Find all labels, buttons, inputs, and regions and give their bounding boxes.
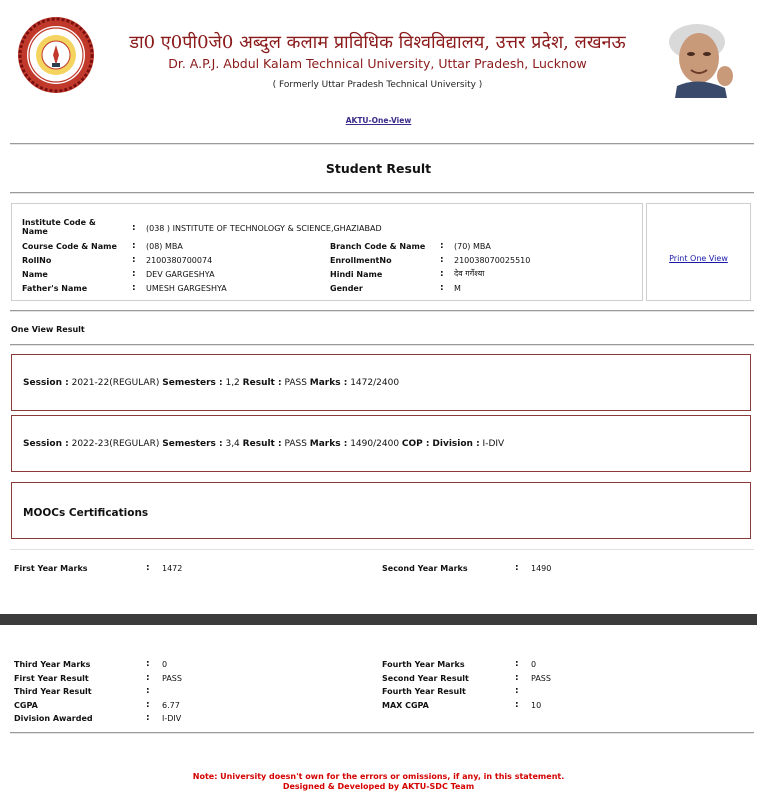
name-value: DEV GARGESHYA (146, 270, 215, 279)
separator: : (146, 563, 150, 573)
portrait-image (655, 10, 743, 98)
print-one-view-link[interactable]: Print One View (669, 254, 728, 263)
divider (10, 143, 754, 144)
marks-label: Marks : (309, 439, 348, 449)
separator: : (132, 241, 136, 251)
separator: : (146, 686, 150, 696)
session-summary (23, 439, 504, 449)
semesters-label: Semesters : (162, 439, 223, 449)
first-year-result-value: PASS (162, 674, 182, 683)
separator: : (132, 283, 136, 293)
session-card (11, 354, 751, 411)
university-subtitle: ( Formerly Uttar Pradesh Technical University ) (272, 80, 483, 90)
university-title-hindi: डा0 ए0पी0जे0 अब्दुल कलाम प्राविधिक विश्वविद्यालय, उत्तर प्रदेश, लखनऊ (129, 32, 626, 53)
enrollment-label: EnrollmentNo (330, 256, 392, 265)
father-name-label: Father's Name (22, 284, 88, 293)
rollno-label: RollNo (22, 256, 52, 265)
session-label: Session : (23, 439, 69, 449)
result-value: PASS (284, 439, 307, 449)
branch-value: (70) MBA (454, 242, 491, 251)
separator: : (132, 255, 136, 265)
divider (10, 310, 754, 311)
gender-label: Gender (330, 284, 363, 293)
gender-value: M (454, 284, 461, 293)
semesters-label: Semesters : (162, 378, 223, 388)
separator: : (440, 255, 444, 265)
division-awarded-label: Division Awarded (14, 714, 93, 723)
first-year-result-label: First Year Result (14, 674, 89, 683)
max-cgpa-value: 10 (531, 701, 542, 710)
student-info-panel (11, 203, 643, 301)
university-seal-icon (16, 15, 96, 95)
second-year-marks-value: 1490 (531, 564, 552, 573)
fourth-year-marks-value: 0 (531, 660, 537, 669)
second-year-result-label: Second Year Result (382, 674, 469, 683)
moocs-card (11, 482, 751, 539)
division-value: I-DIV (482, 439, 505, 449)
result-value: PASS (284, 378, 307, 388)
one-view-result-label: One View Result (11, 325, 85, 334)
university-title-english: Dr. A.P.J. Abdul Kalam Technical University, Uttar Pradesh, Lucknow (168, 56, 587, 71)
divider (10, 192, 754, 193)
separator: : (440, 283, 444, 293)
cop-label: COP : (401, 439, 430, 449)
institute-label: Institute Code & Name (22, 218, 96, 236)
separator: : (515, 700, 519, 710)
second-year-marks-label: Second Year Marks (382, 564, 468, 573)
division-label: Division : (432, 439, 480, 449)
session-value: 2022-23(REGULAR) (71, 439, 160, 449)
separator: : (515, 563, 519, 573)
separator: : (146, 700, 150, 710)
marks-value: 1490/2400 (350, 439, 400, 449)
division-awarded-value: I-DIV (162, 714, 182, 723)
rollno-value: 2100380700074 (146, 256, 213, 265)
first-year-marks-value: 1472 (162, 564, 183, 573)
session-summary (23, 378, 399, 388)
first-year-marks-label: First Year Marks (14, 564, 88, 573)
result-label: Result : (242, 378, 282, 388)
session-label: Session : (23, 378, 69, 388)
separator: : (515, 659, 519, 669)
moocs-title: MOOCs Certifications (23, 507, 149, 519)
result-label: Result : (242, 439, 282, 449)
max-cgpa-label: MAX CGPA (382, 701, 429, 710)
divider (10, 344, 754, 345)
disclaimer-note: Note: University doesn't own for the errors or omissions, if any, in this statement. (192, 772, 565, 781)
branch-label: Branch Code & Name (330, 242, 426, 251)
third-year-marks-label: Third Year Marks (14, 660, 91, 669)
semesters-value: 3,4 (225, 439, 240, 449)
enrollment-value: 210038070025510 (454, 256, 531, 265)
course-label: Course Code & Name (22, 242, 117, 251)
father-name-value: UMESH GARGESHYA (146, 284, 227, 293)
separator: : (515, 686, 519, 696)
marks-value: 1472/2400 (350, 378, 400, 388)
fourth-year-marks-label: Fourth Year Marks (382, 660, 465, 669)
divider (10, 732, 754, 733)
page-header (0, 0, 757, 105)
separator: : (146, 713, 150, 723)
cgpa-value: 6.77 (162, 701, 180, 710)
course-value: (08) MBA (146, 242, 183, 251)
divider (10, 549, 754, 550)
separator: : (132, 269, 136, 279)
hindi-name-label: Hindi Name (330, 270, 383, 279)
semesters-value: 1,2 (225, 378, 240, 388)
institute-value: (038 ) INSTITUTE OF TECHNOLOGY & SCIENCE,GHAZIABAD (146, 224, 382, 233)
separator: : (440, 269, 444, 279)
separator: : (146, 673, 150, 683)
third-year-result-label: Third Year Result (14, 687, 92, 696)
hindi-name-value: देव गर्गेश्या (454, 269, 485, 278)
third-year-marks-value: 0 (162, 660, 168, 669)
separator: : (440, 241, 444, 251)
separator: : (146, 659, 150, 669)
session-value: 2021-22(REGULAR) (71, 378, 160, 388)
session-card (11, 415, 751, 472)
print-panel (646, 203, 751, 301)
fourth-year-result-label: Fourth Year Result (382, 687, 466, 696)
separator: : (515, 673, 519, 683)
name-label: Name (22, 270, 48, 279)
second-year-result-value: PASS (531, 674, 551, 683)
cgpa-label: CGPA (14, 701, 38, 710)
section-separator-bar (0, 614, 757, 625)
page-title: Student Result (325, 161, 432, 176)
developer-credit: Designed & Developed by AKTU-SDC Team (282, 782, 475, 791)
aktu-one-view-link[interactable]: AKTU-One-View (345, 116, 412, 125)
separator: : (132, 223, 136, 233)
marks-label: Marks : (309, 378, 348, 388)
